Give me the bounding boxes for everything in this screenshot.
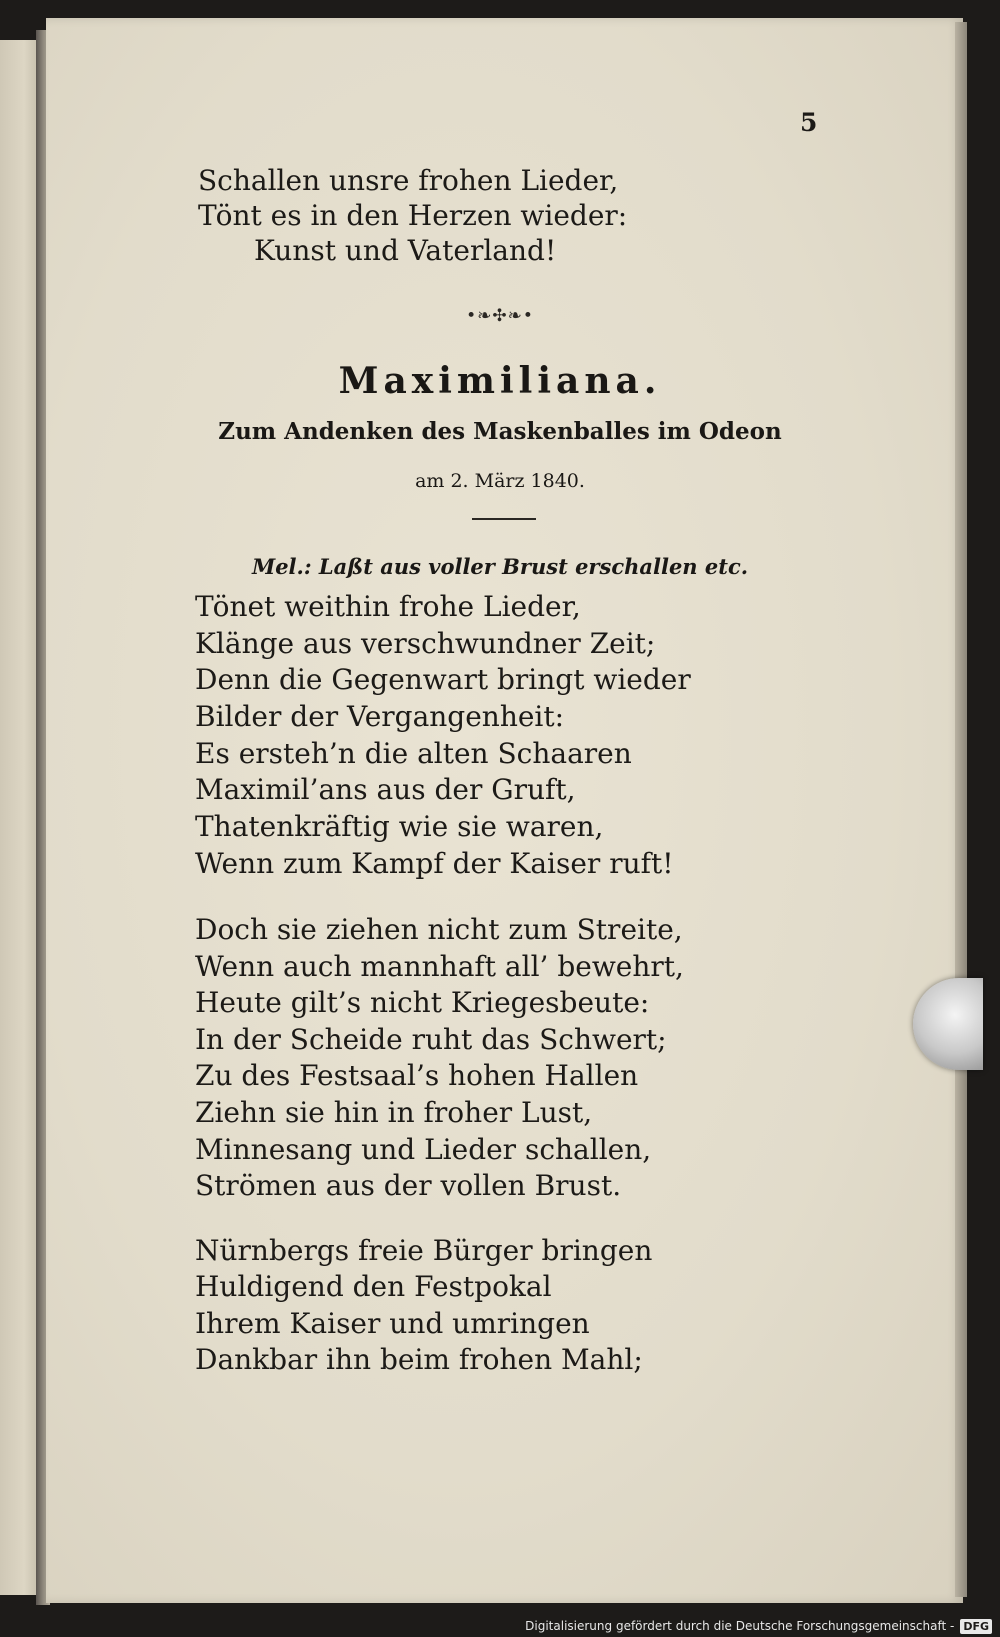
- ornament-divider: •❧✣❧•: [466, 306, 534, 326]
- stanza-2-line: Minnesang und Lieder schallen,: [195, 1133, 652, 1166]
- stanza-1-line: Wenn zum Kampf der Kaiser ruft!: [195, 847, 674, 880]
- stanza-1-line: Maximil’ans aus der Gruft,: [195, 773, 576, 806]
- poem-title: Maximiliana.: [338, 360, 662, 402]
- stanza-1-line: Tönet weithin frohe Lieder,: [195, 590, 581, 623]
- intro-line: Schallen unsre frohen Lieder,: [198, 164, 619, 197]
- stanza-2-line: Wenn auch mannhaft all’ bewehrt,: [195, 950, 684, 983]
- stanza-2-line: In der Scheide ruht das Schwert;: [195, 1023, 667, 1056]
- dfg-logo: DFG: [960, 1619, 992, 1634]
- melody-note: Mel.: Laßt aus voller Brust erschallen etc.: [251, 554, 749, 579]
- stanza-2-line: Zu des Festsaal’s hohen Hallen: [195, 1059, 639, 1092]
- stanza-3-line: Huldigend den Festpokal: [195, 1270, 552, 1303]
- page-edge: [955, 22, 967, 1597]
- stanza-2-line: Heute gilt’s nicht Kriegesbeute:: [195, 986, 650, 1019]
- stanza-2-line: Strömen aus der vollen Brust.: [195, 1169, 622, 1202]
- stanza-2-line: Ziehn sie hin in froher Lust,: [195, 1096, 593, 1129]
- stanza-3-line: Ihrem Kaiser und umringen: [195, 1307, 590, 1340]
- poem-date: am 2. März 1840.: [415, 470, 585, 492]
- credit-text: Digitalisierung gefördert durch die Deutsche Forschungsgemeinschaft -: [525, 1619, 955, 1633]
- stanza-1-line: Bilder der Vergangenheit:: [195, 700, 565, 733]
- stanza-3-line: Dankbar ihn beim frohen Mahl;: [195, 1343, 643, 1376]
- page-number: 5: [800, 108, 818, 137]
- intro-line: Kunst und Vaterland!: [254, 234, 557, 267]
- poem-subtitle: Zum Andenken des Maskenballes im Odeon: [218, 418, 782, 445]
- stanza-3-line: Nürnbergs freie Bürger bringen: [195, 1234, 653, 1267]
- digitization-credit: [525, 1616, 992, 1636]
- stanza-1-line: Thatenkräftig wie sie waren,: [195, 810, 604, 843]
- stanza-1-line: Klänge aus verschwundner Zeit;: [195, 627, 656, 660]
- stanza-2-line: Doch sie ziehen nicht zum Streite,: [195, 913, 683, 946]
- intro-line: Tönt es in den Herzen wieder:: [198, 199, 628, 232]
- title-rule: [472, 518, 536, 520]
- stanza-1-line: Es ersteh’n die alten Schaaren: [195, 737, 632, 770]
- stanza-1-line: Denn die Gegenwart bringt wieder: [195, 663, 691, 696]
